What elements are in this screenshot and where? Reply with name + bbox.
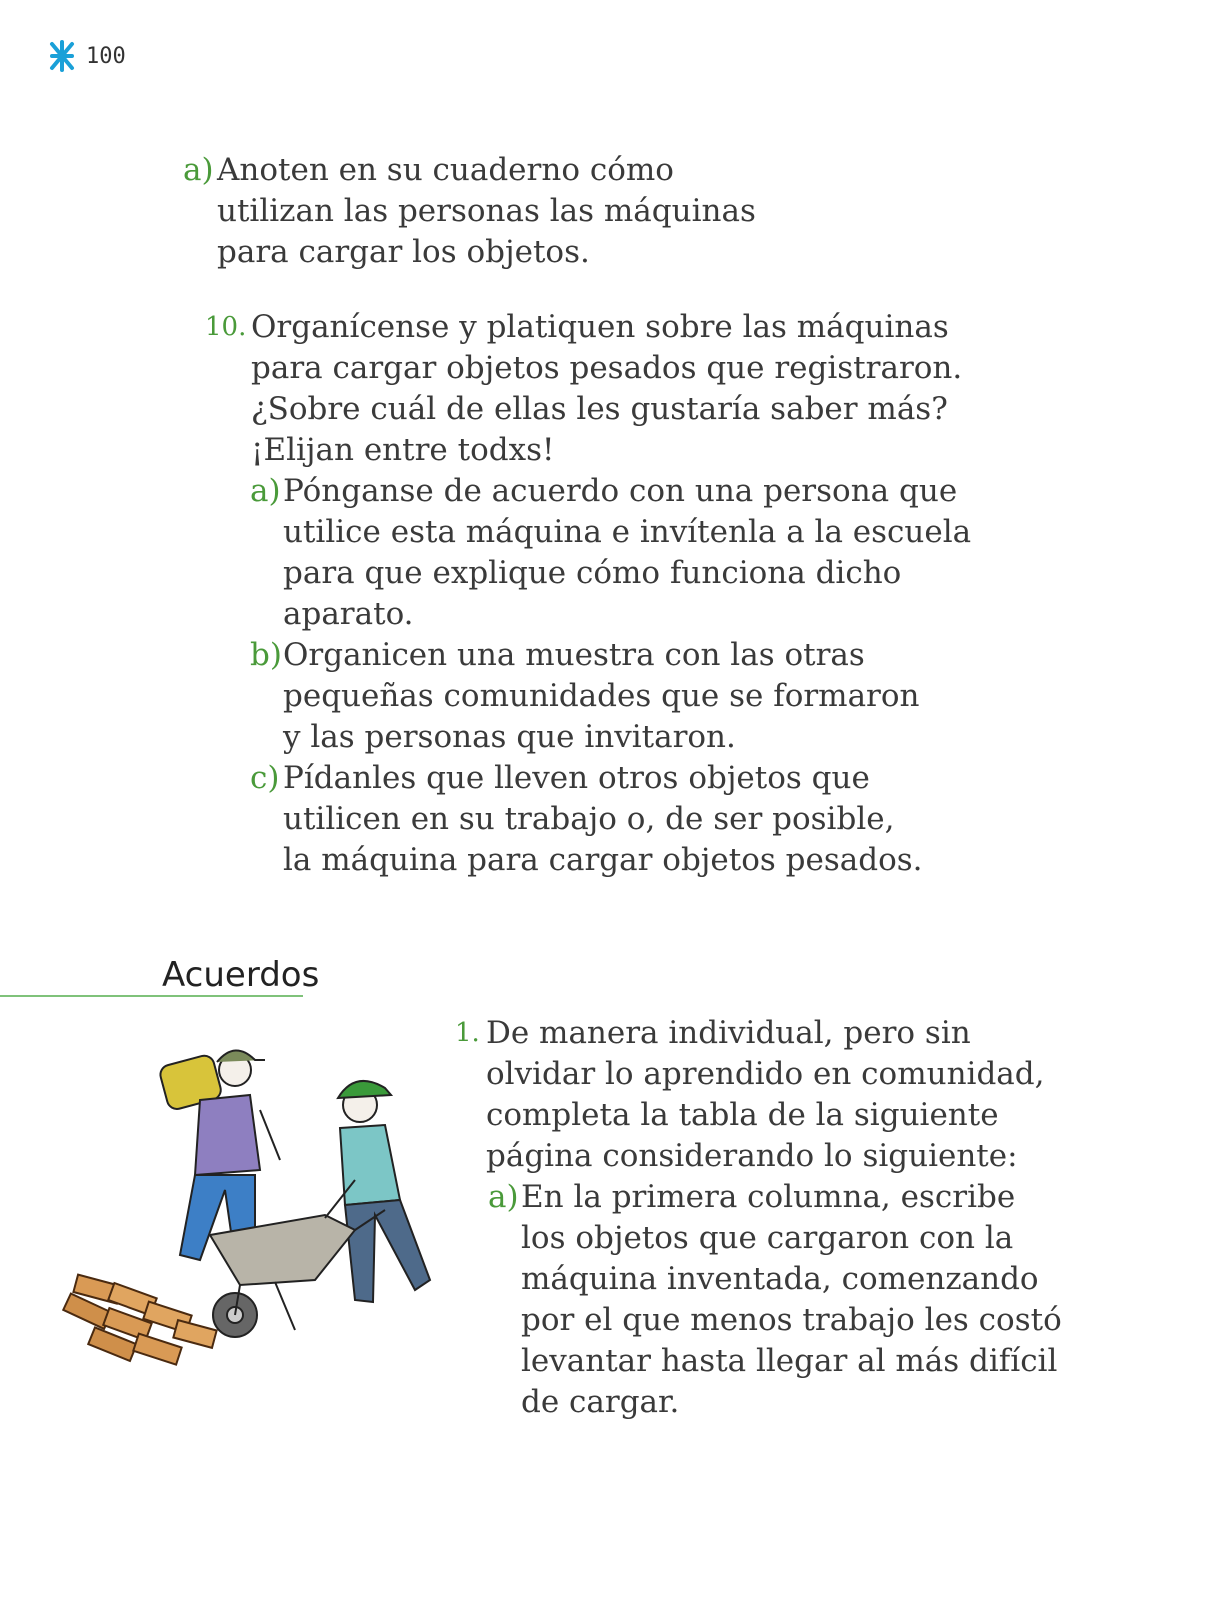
item-marker: 1. bbox=[455, 1018, 480, 1048]
sub-item-1-a bbox=[488, 1177, 1062, 1423]
list-item-1 bbox=[455, 1013, 1044, 1177]
text-line: Anoten en su cuaderno cómo bbox=[217, 152, 674, 188]
text-line: En la primera columna, escribe bbox=[521, 1179, 1016, 1215]
page-header bbox=[48, 40, 126, 72]
sub-item-10-a bbox=[250, 471, 971, 635]
bricks-pile bbox=[63, 1275, 216, 1365]
list-item-10 bbox=[205, 307, 962, 471]
item-marker: a) bbox=[250, 473, 281, 509]
text-line: Organícense y platiquen sobre las máquinas bbox=[251, 309, 949, 345]
text-line: máquina inventada, comenzando bbox=[521, 1261, 1039, 1297]
text-line: olvidar lo aprendido en comunidad, bbox=[486, 1056, 1045, 1092]
sub-item-10-b bbox=[250, 635, 920, 758]
text-line: Pónganse de acuerdo con una persona que bbox=[283, 473, 958, 509]
text-line: levantar hasta llegar al más difícil bbox=[521, 1343, 1058, 1379]
list-item-a-top bbox=[183, 150, 756, 273]
item-marker: b) bbox=[250, 637, 282, 673]
page-number: 100 bbox=[86, 43, 126, 69]
text-line: utilicen en su trabajo o, de ser posible, bbox=[283, 801, 895, 837]
text-line: página considerando lo siguiente: bbox=[486, 1138, 1018, 1174]
text-line: pequeñas comunidades que se formaron bbox=[283, 678, 920, 714]
text-line: De manera individual, pero sin bbox=[486, 1015, 971, 1051]
workers-wheelbarrow-illustration bbox=[55, 1040, 455, 1410]
text-line: completa la tabla de la siguiente bbox=[486, 1097, 999, 1133]
text-line: ¿Sobre cuál de ellas les gustaría saber más? bbox=[251, 391, 948, 427]
item-marker: a) bbox=[183, 152, 214, 188]
sub-item-10-c bbox=[250, 758, 923, 881]
text-line: ¡Elijan entre todxs! bbox=[251, 432, 555, 468]
text-line: aparato. bbox=[283, 596, 414, 632]
text-line: para que explique cómo funciona dicho bbox=[283, 555, 902, 591]
text-line: para cargar los objetos. bbox=[217, 234, 590, 270]
person-pushing-wheelbarrow bbox=[338, 1081, 430, 1302]
section-title: Acuerdos bbox=[162, 955, 320, 995]
item-marker: 10. bbox=[205, 312, 247, 342]
item-marker: c) bbox=[250, 760, 280, 796]
text-line: utilizan las personas las máquinas bbox=[217, 193, 756, 229]
text-line: para cargar objetos pesados que registraron. bbox=[251, 350, 963, 386]
section-divider bbox=[0, 995, 303, 997]
text-line: por el que menos trabajo les costó bbox=[521, 1302, 1062, 1338]
item-marker: a) bbox=[488, 1179, 519, 1215]
text-line: Pídanles que lleven otros objetos que bbox=[283, 760, 870, 796]
text-line: Organicen una muestra con las otras bbox=[283, 637, 865, 673]
sep-knot-logo-icon bbox=[48, 40, 76, 72]
text-line: los objetos que cargaron con la bbox=[521, 1220, 1014, 1256]
text-line: de cargar. bbox=[521, 1384, 680, 1420]
text-line: y las personas que invitaron. bbox=[283, 719, 736, 755]
text-line: utilice esta máquina e invítenla a la escuela bbox=[283, 514, 972, 550]
text-line: la máquina para cargar objetos pesados. bbox=[283, 842, 923, 878]
